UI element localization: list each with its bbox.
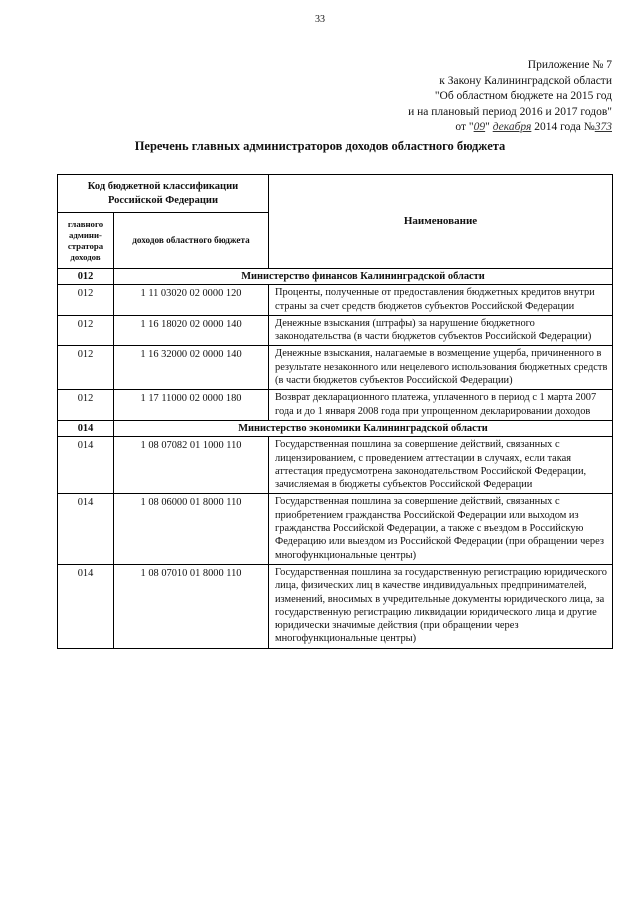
description-cell: Денежные взыскания (штрафы) за нарушение бюджетного законодательства (в части бюджетов субъектов Российской Федерации)	[269, 315, 613, 346]
table-row	[58, 494, 613, 564]
header-income-code: доходов областного бюджета	[114, 213, 269, 269]
date-day: 09	[473, 121, 486, 134]
appendix-date-line	[408, 120, 612, 136]
table-row	[58, 346, 613, 390]
admin-code-cell: 014	[58, 494, 114, 564]
description-cell: Государственная пошлина за государственную регистрацию юридического лица, физических лиц в качестве индивидуальных предпринимателей, изменений, вносимых в учредительные документы юридического лица, за государственную регистрацию ликвидации юридического лица и другие юридически значимые действия (при обращении через многофункциональные центры)	[269, 564, 613, 648]
description-cell: Проценты, полученные от предоставления бюджетных кредитов внутри страны за счет средств бюджетов субъектов Российской Федерации	[269, 285, 613, 316]
kbk-code-cell: 1 16 32000 02 0000 140	[114, 346, 269, 390]
admin-code-cell: 012	[58, 285, 114, 316]
ministry-name: Министерство финансов Калининградской области	[114, 269, 613, 285]
table-row	[58, 390, 613, 421]
admin-code-cell: 012	[58, 390, 114, 421]
header-kbk-group: Код бюджетной классификации Российской Федерации	[58, 175, 269, 213]
ministry-name: Министерство экономики Калининградской области	[114, 420, 613, 436]
kbk-code-cell: 1 08 07082 01 1000 110	[114, 437, 269, 494]
quote-close: "	[485, 121, 490, 134]
kbk-code-cell: 1 11 03020 02 0000 120	[114, 285, 269, 316]
ministry-code: 012	[58, 269, 114, 285]
kbk-code-cell: 1 08 06000 01 8000 110	[114, 494, 269, 564]
law-number: 373	[594, 121, 612, 134]
description-cell: Возврат декларационного платежа, уплаченного в период с 1 марта 2007 года и до 1 января 2008 года при упрощенном декларировании доходов	[269, 390, 613, 421]
kbk-code-cell: 1 16 18020 02 0000 140	[114, 315, 269, 346]
appendix-line-3: "Об областном бюджете на 2015 год	[434, 90, 612, 103]
ministry-row	[58, 420, 613, 436]
table-row	[58, 564, 613, 648]
appendix-line-1: Приложение № 7	[527, 59, 612, 71]
quote-open: "	[468, 121, 474, 134]
appendix-line-2: к Закону Калининградской области	[439, 74, 612, 87]
from-word: от	[455, 121, 467, 134]
description-cell: Денежные взыскания, налагаемые в возмещение ущерба, причиненного в результате незаконного или нецелевого использования бюджетных средств (в части бюджетов субъектов Российской Федерации)	[269, 346, 613, 390]
appendix-block	[408, 58, 612, 136]
admin-code-cell: 012	[58, 315, 114, 346]
table-row	[58, 285, 613, 316]
page-number: 33	[315, 14, 325, 25]
admin-code-cell: 012	[58, 346, 114, 390]
header-admin-code: главного админи-стратора доходов	[58, 213, 114, 269]
kbk-code-cell: 1 17 11000 02 0000 180	[114, 390, 269, 421]
admin-code-cell: 014	[58, 437, 114, 494]
administrators-table	[57, 174, 613, 649]
description-cell: Государственная пошлина за совершение действий, связанных с лицензированием, с проведением аттестации в случаях, если такая аттестация предусмотрена законодательством Российской Федерации, зачисляемая в бюджеты субъектов Российской Федерации	[269, 437, 613, 494]
date-month: декабря	[492, 121, 532, 134]
date-year-text: 2014 года №	[534, 121, 595, 134]
admin-code-cell: 014	[58, 564, 114, 648]
header-name: Наименование	[269, 175, 613, 269]
table-body	[58, 269, 613, 649]
kbk-code-cell: 1 08 07010 01 8000 110	[114, 564, 269, 648]
ministry-code: 014	[58, 420, 114, 436]
appendix-line-4: и на плановый период 2016 и 2017 годов"	[408, 105, 612, 118]
page-title: Перечень главных администраторов доходов областного бюджета	[134, 139, 506, 153]
description-cell: Государственная пошлина за совершение действий, связанных с приобретением гражданства Российской Федерации или выходом из гражданства Российской Федерации, а также с въездом в Российскую Федерацию или выездом из Российской Федерации (при обращении через многофункциональные центры)	[269, 494, 613, 564]
ministry-row	[58, 269, 613, 285]
table-row	[58, 437, 613, 494]
table-row	[58, 315, 613, 346]
